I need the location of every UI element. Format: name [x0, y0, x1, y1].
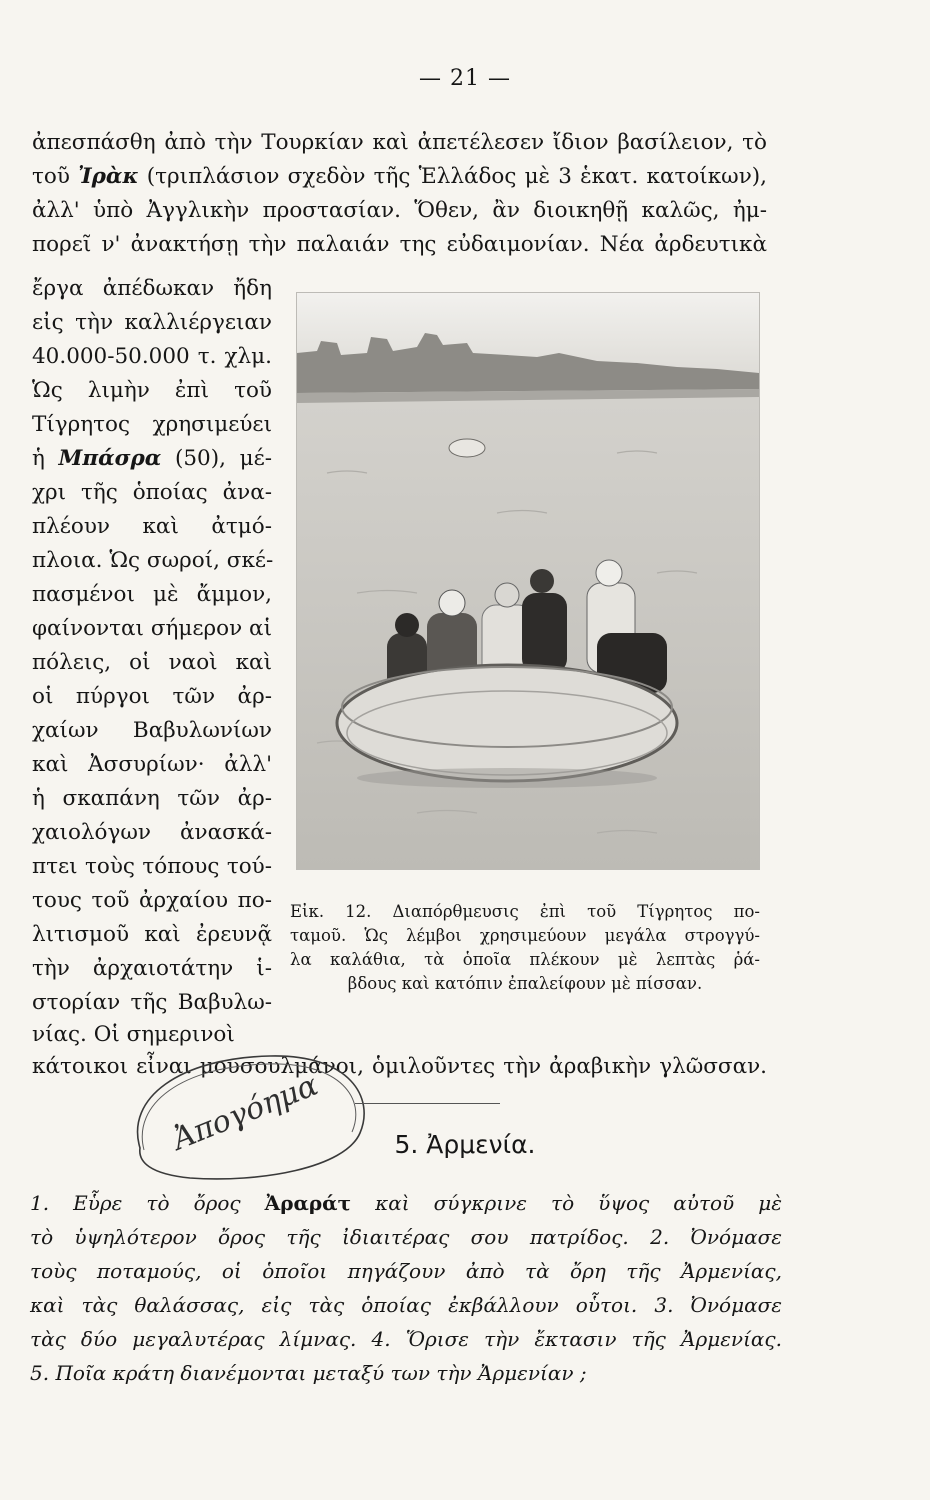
- photo-tigris-ferry: [296, 292, 760, 870]
- caption-line: ταμοῦ. Ὡς λέμβοι χρησιμεύουν μεγάλα στρογγύ-: [290, 926, 760, 945]
- handwritten-stamp: [120, 1038, 380, 1188]
- text-line: νίας. Οἱ σημερινοὶ: [32, 1022, 235, 1047]
- text-line: τοῦ Ἰρὰκ (τριπλάσιον σχεδὸν τῆς Ἑλλάδος μὲ 3 ἑκατ. κατοίκων),: [32, 164, 767, 189]
- exercise-line: τὸ ὑψηλότερον ὄρος τῆς ἰδιαιτέρας σου πατρίδος. 2. Ὀνόμασε: [30, 1225, 782, 1249]
- text-line: πορεῖ ν' ἀνακτήσῃ τὴν παλαιάν της εὐδαιμονίαν. Νέα ἀρδευτικὰ: [32, 232, 767, 257]
- exercise-line: 1. Εὗρε τὸ ὄρος Ἀραράτ καὶ σύγκρινε τὸ ὕψος αὐτοῦ μὲ: [30, 1191, 782, 1215]
- caption-line: βδους καὶ κατόπιν ἐπαλείφουν μὲ πίσσαν.: [347, 974, 703, 993]
- text-line: πτει τοὺς τόπους τού-: [32, 854, 272, 879]
- text-line: κάτοικοι εἶναι μουσουλμάνοι, ὁμιλοῦντες τὴν ἀραβικὴν γλῶσσαν.: [32, 1054, 767, 1079]
- text-line: Ὡς λιμὴν ἐπὶ τοῦ: [32, 378, 272, 403]
- text-line: καὶ Ἀσσυρίων· ἀλλ': [32, 752, 272, 777]
- page-number: — 21 —: [419, 66, 511, 91]
- text-line: ἀπεσπάσθη ἀπὸ τὴν Τουρκίαν καὶ ἀπετέλεσεν ἴδιον βασίλειον, τὸ: [32, 130, 767, 155]
- text-line: ἀλλ' ὑπὸ Ἀγγλικὴν προστασίαν. Ὅθεν, ἂν διοικηθῇ καλῶς, ἠμ-: [32, 198, 767, 223]
- section-divider: [355, 1103, 500, 1104]
- text-line: τους τοῦ ἀρχαίου πο-: [32, 888, 272, 913]
- exercise-line: 5. Ποῖα κράτη διανέμονται μεταξύ των τὴν Ἀρμενίαν ;: [30, 1361, 587, 1385]
- text-line: χαιολόγων ἀνασκά-: [32, 820, 272, 845]
- text-line: ἔργα ἀπέδωκαν ἤδη: [32, 276, 272, 301]
- text-line: οἱ πύργοι τῶν ἀρ-: [32, 684, 272, 709]
- exercise-line: τὰς δύο μεγαλυτέρας λίμνας. 4. Ὅρισε τὴν ἔκτασιν τῆς Ἀρμενίας.: [30, 1327, 782, 1351]
- text-line: λιτισμοῦ καὶ ἐρευνᾷ: [32, 922, 272, 947]
- text-line: πασμένοι μὲ ἄμμον,: [32, 582, 272, 607]
- caption-line: Εἰκ. 12. Διαπόρθμευσις ἐπὶ τοῦ Τίγρητος πο-: [290, 902, 760, 921]
- text-line: 40.000-50.000 τ. χλμ.: [32, 344, 272, 369]
- text-line: πόλεις, οἱ ναοὶ καὶ: [32, 650, 272, 675]
- text-line: χαίων Βαβυλωνίων: [32, 718, 272, 743]
- exercise-line: καὶ τὰς θαλάσσας, εἰς τὰς ὁποίας ἐκβάλλουν οὗτοι. 3. Ὀνόμασε: [30, 1293, 782, 1317]
- text-line: ἡ Μπάσρα (50), μέ-: [32, 446, 272, 471]
- figure-caption: [290, 900, 760, 996]
- text-line: πλοια. Ὡς σωροί, σκέ-: [32, 548, 274, 573]
- section-title: 5. Ἀρμενία.: [394, 1130, 536, 1159]
- text-line: εἰς τὴν καλλιέργειαν: [32, 310, 272, 335]
- text-line: στορίαν τῆς Βαβυλω-: [32, 990, 272, 1015]
- stamp-text: Ἀπογόημα: [167, 1067, 324, 1158]
- text-line: πλέουν καὶ ἀτμό-: [32, 514, 272, 539]
- text-line: χρι τῆς ὁποίας ἀνα-: [32, 480, 272, 505]
- bold-term-iraq: Ἰρὰκ: [78, 164, 139, 189]
- text-line: φαίνονται σήμερον αἱ: [32, 616, 272, 641]
- caption-line: λα καλάθια, τὰ ὁποῖα πλέκουν μὲ λεπτὰς ῥά-: [290, 950, 760, 969]
- text-line: ἡ σκαπάνη τῶν ἀρ-: [32, 786, 272, 811]
- bold-term-basra: Μπάσρα: [58, 446, 162, 471]
- text-line: τὴν ἀρχαιοτάτην ἱ-: [32, 956, 272, 981]
- photo-illustration: [297, 293, 759, 869]
- exercise-line: τοὺς ποταμούς, οἱ ὁποῖοι πηγάζουν ἀπὸ τὰ ὄρη τῆς Ἀρμενίας,: [30, 1259, 782, 1283]
- bold-term-ararat: Ἀραράτ: [264, 1191, 352, 1215]
- text-line: Τίγρητος χρησιμεύει: [32, 412, 272, 437]
